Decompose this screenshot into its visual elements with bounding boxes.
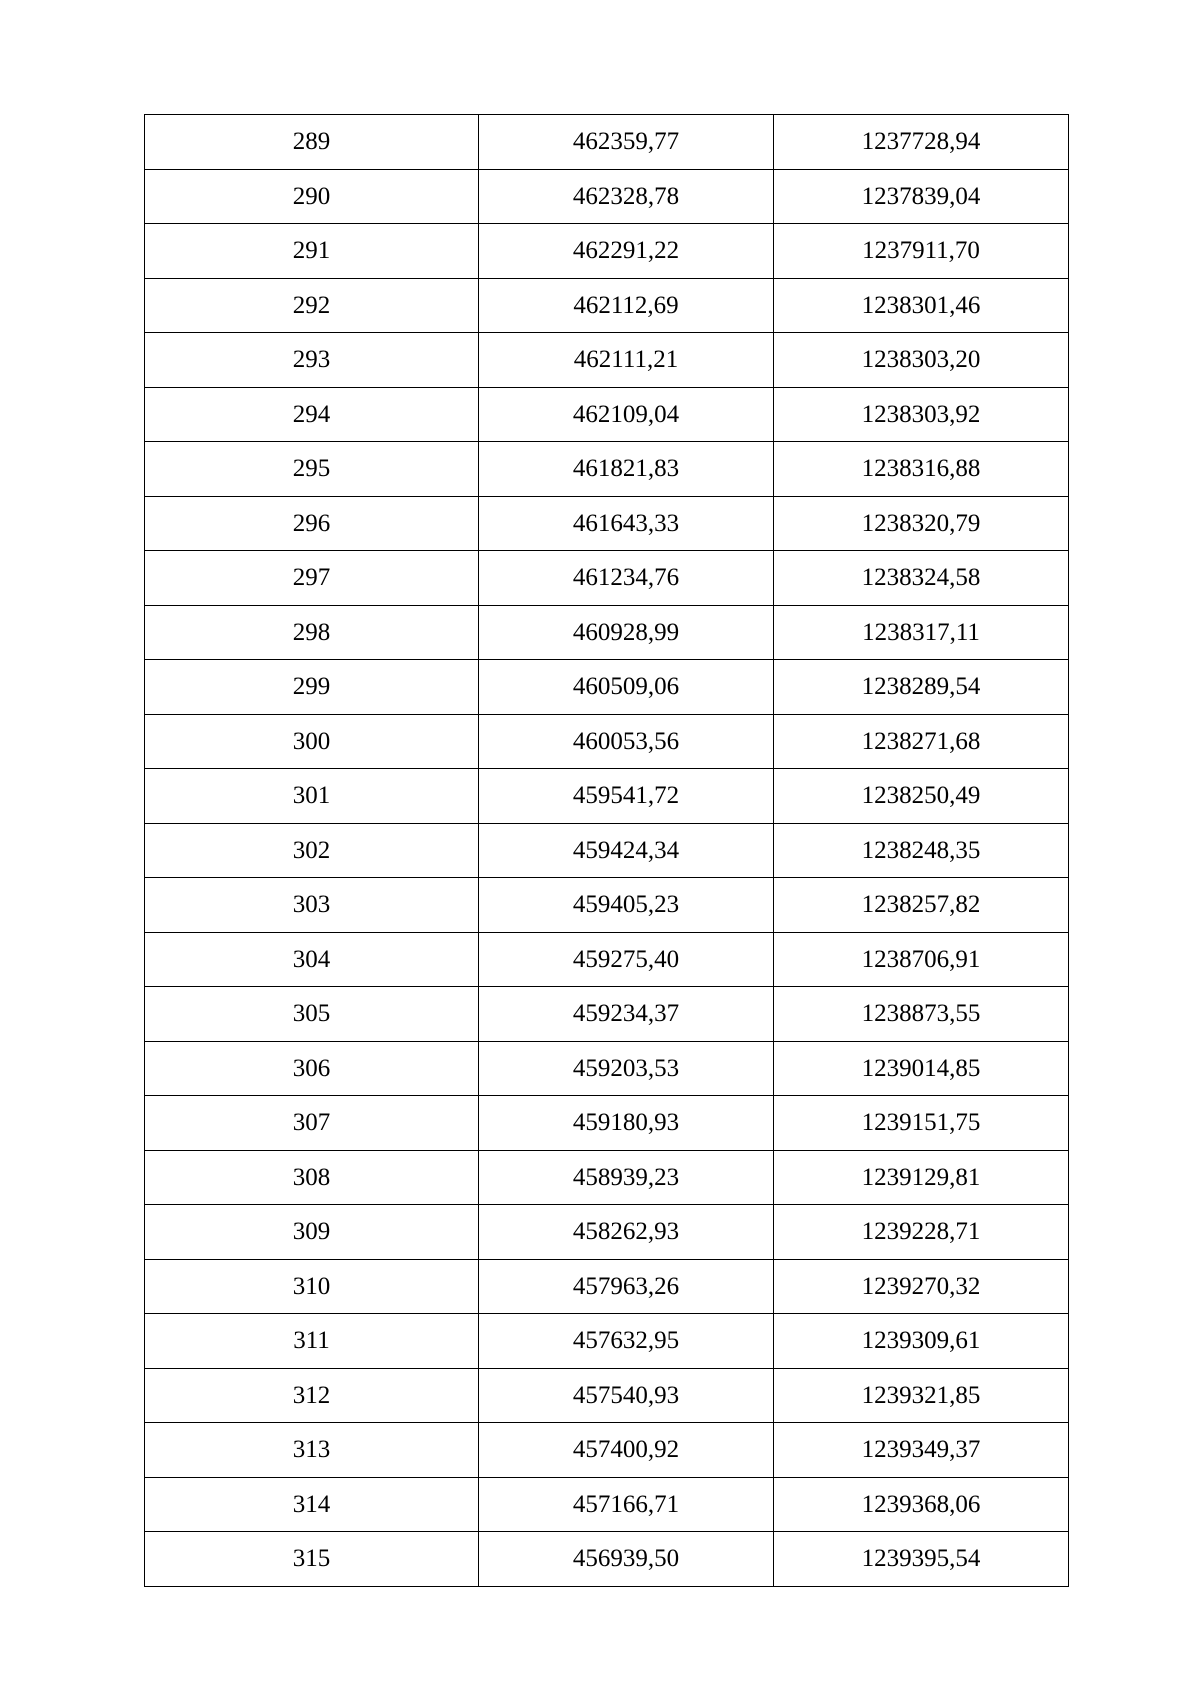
x-coordinate-cell: 457632,95 xyxy=(479,1314,774,1369)
table-row xyxy=(145,551,1069,606)
table-row xyxy=(145,333,1069,388)
point-number-cell: 289 xyxy=(145,115,479,170)
table-row xyxy=(145,660,1069,715)
y-coordinate-cell: 1239349,37 xyxy=(774,1423,1069,1478)
point-number-cell: 291 xyxy=(145,224,479,279)
y-coordinate-cell: 1239228,71 xyxy=(774,1205,1069,1260)
y-coordinate-cell: 1238301,46 xyxy=(774,278,1069,333)
x-coordinate-cell: 459203,53 xyxy=(479,1041,774,1096)
point-number-cell: 297 xyxy=(145,551,479,606)
point-number-cell: 301 xyxy=(145,769,479,824)
x-coordinate-cell: 459180,93 xyxy=(479,1096,774,1151)
point-number-cell: 295 xyxy=(145,442,479,497)
x-coordinate-cell: 459275,40 xyxy=(479,932,774,987)
table-row xyxy=(145,605,1069,660)
x-coordinate-cell: 457540,93 xyxy=(479,1368,774,1423)
table-row xyxy=(145,1096,1069,1151)
table-row xyxy=(145,823,1069,878)
point-number-cell: 302 xyxy=(145,823,479,878)
table-row xyxy=(145,1205,1069,1260)
y-coordinate-cell: 1239395,54 xyxy=(774,1532,1069,1587)
y-coordinate-cell: 1239129,81 xyxy=(774,1150,1069,1205)
table-row xyxy=(145,1259,1069,1314)
x-coordinate-cell: 458939,23 xyxy=(479,1150,774,1205)
x-coordinate-cell: 457400,92 xyxy=(479,1423,774,1478)
point-number-cell: 307 xyxy=(145,1096,479,1151)
y-coordinate-cell: 1238250,49 xyxy=(774,769,1069,824)
table-row xyxy=(145,442,1069,497)
table-row xyxy=(145,115,1069,170)
x-coordinate-cell: 462328,78 xyxy=(479,169,774,224)
x-coordinate-cell: 459424,34 xyxy=(479,823,774,878)
table-row xyxy=(145,278,1069,333)
x-coordinate-cell: 459234,37 xyxy=(479,987,774,1042)
point-number-cell: 296 xyxy=(145,496,479,551)
table-row xyxy=(145,1423,1069,1478)
table-row xyxy=(145,1532,1069,1587)
x-coordinate-cell: 460053,56 xyxy=(479,714,774,769)
x-coordinate-cell: 461821,83 xyxy=(479,442,774,497)
point-number-cell: 312 xyxy=(145,1368,479,1423)
y-coordinate-cell: 1238303,92 xyxy=(774,387,1069,442)
table-row xyxy=(145,1041,1069,1096)
y-coordinate-cell: 1238303,20 xyxy=(774,333,1069,388)
y-coordinate-cell: 1238317,11 xyxy=(774,605,1069,660)
point-number-cell: 293 xyxy=(145,333,479,388)
point-number-cell: 310 xyxy=(145,1259,479,1314)
x-coordinate-cell: 462109,04 xyxy=(479,387,774,442)
table-row xyxy=(145,714,1069,769)
point-number-cell: 290 xyxy=(145,169,479,224)
table-row xyxy=(145,878,1069,933)
table-row xyxy=(145,224,1069,279)
y-coordinate-cell: 1238873,55 xyxy=(774,987,1069,1042)
point-number-cell: 314 xyxy=(145,1477,479,1532)
table-row xyxy=(145,1368,1069,1423)
x-coordinate-cell: 456939,50 xyxy=(479,1532,774,1587)
y-coordinate-cell: 1239151,75 xyxy=(774,1096,1069,1151)
y-coordinate-cell: 1238320,79 xyxy=(774,496,1069,551)
x-coordinate-cell: 457166,71 xyxy=(479,1477,774,1532)
y-coordinate-cell: 1239368,06 xyxy=(774,1477,1069,1532)
x-coordinate-cell: 462291,22 xyxy=(479,224,774,279)
x-coordinate-cell: 460928,99 xyxy=(479,605,774,660)
point-number-cell: 308 xyxy=(145,1150,479,1205)
y-coordinate-cell: 1238316,88 xyxy=(774,442,1069,497)
point-number-cell: 298 xyxy=(145,605,479,660)
table-row xyxy=(145,169,1069,224)
x-coordinate-cell: 461643,33 xyxy=(479,496,774,551)
x-coordinate-cell: 462111,21 xyxy=(479,333,774,388)
point-number-cell: 306 xyxy=(145,1041,479,1096)
point-number-cell: 300 xyxy=(145,714,479,769)
point-number-cell: 294 xyxy=(145,387,479,442)
x-coordinate-cell: 459405,23 xyxy=(479,878,774,933)
point-number-cell: 292 xyxy=(145,278,479,333)
x-coordinate-cell: 462359,77 xyxy=(479,115,774,170)
x-coordinate-cell: 461234,76 xyxy=(479,551,774,606)
y-coordinate-cell: 1237911,70 xyxy=(774,224,1069,279)
y-coordinate-cell: 1239270,32 xyxy=(774,1259,1069,1314)
table-row xyxy=(145,387,1069,442)
table-row xyxy=(145,1150,1069,1205)
y-coordinate-cell: 1239014,85 xyxy=(774,1041,1069,1096)
table-row xyxy=(145,769,1069,824)
table-row xyxy=(145,1314,1069,1369)
y-coordinate-cell: 1239309,61 xyxy=(774,1314,1069,1369)
table-row xyxy=(145,987,1069,1042)
y-coordinate-cell: 1237728,94 xyxy=(774,115,1069,170)
y-coordinate-cell: 1238324,58 xyxy=(774,551,1069,606)
y-coordinate-cell: 1237839,04 xyxy=(774,169,1069,224)
y-coordinate-cell: 1238706,91 xyxy=(774,932,1069,987)
x-coordinate-cell: 457963,26 xyxy=(479,1259,774,1314)
point-number-cell: 304 xyxy=(145,932,479,987)
y-coordinate-cell: 1239321,85 xyxy=(774,1368,1069,1423)
table-row xyxy=(145,496,1069,551)
point-number-cell: 315 xyxy=(145,1532,479,1587)
point-number-cell: 309 xyxy=(145,1205,479,1260)
y-coordinate-cell: 1238271,68 xyxy=(774,714,1069,769)
coordinates-table xyxy=(144,114,1069,1587)
table-row xyxy=(145,1477,1069,1532)
y-coordinate-cell: 1238257,82 xyxy=(774,878,1069,933)
point-number-cell: 303 xyxy=(145,878,479,933)
x-coordinate-cell: 459541,72 xyxy=(479,769,774,824)
x-coordinate-cell: 460509,06 xyxy=(479,660,774,715)
y-coordinate-cell: 1238248,35 xyxy=(774,823,1069,878)
point-number-cell: 311 xyxy=(145,1314,479,1369)
x-coordinate-cell: 458262,93 xyxy=(479,1205,774,1260)
x-coordinate-cell: 462112,69 xyxy=(479,278,774,333)
point-number-cell: 299 xyxy=(145,660,479,715)
point-number-cell: 305 xyxy=(145,987,479,1042)
table-row xyxy=(145,932,1069,987)
y-coordinate-cell: 1238289,54 xyxy=(774,660,1069,715)
point-number-cell: 313 xyxy=(145,1423,479,1478)
coordinates-table-body xyxy=(145,115,1069,1587)
